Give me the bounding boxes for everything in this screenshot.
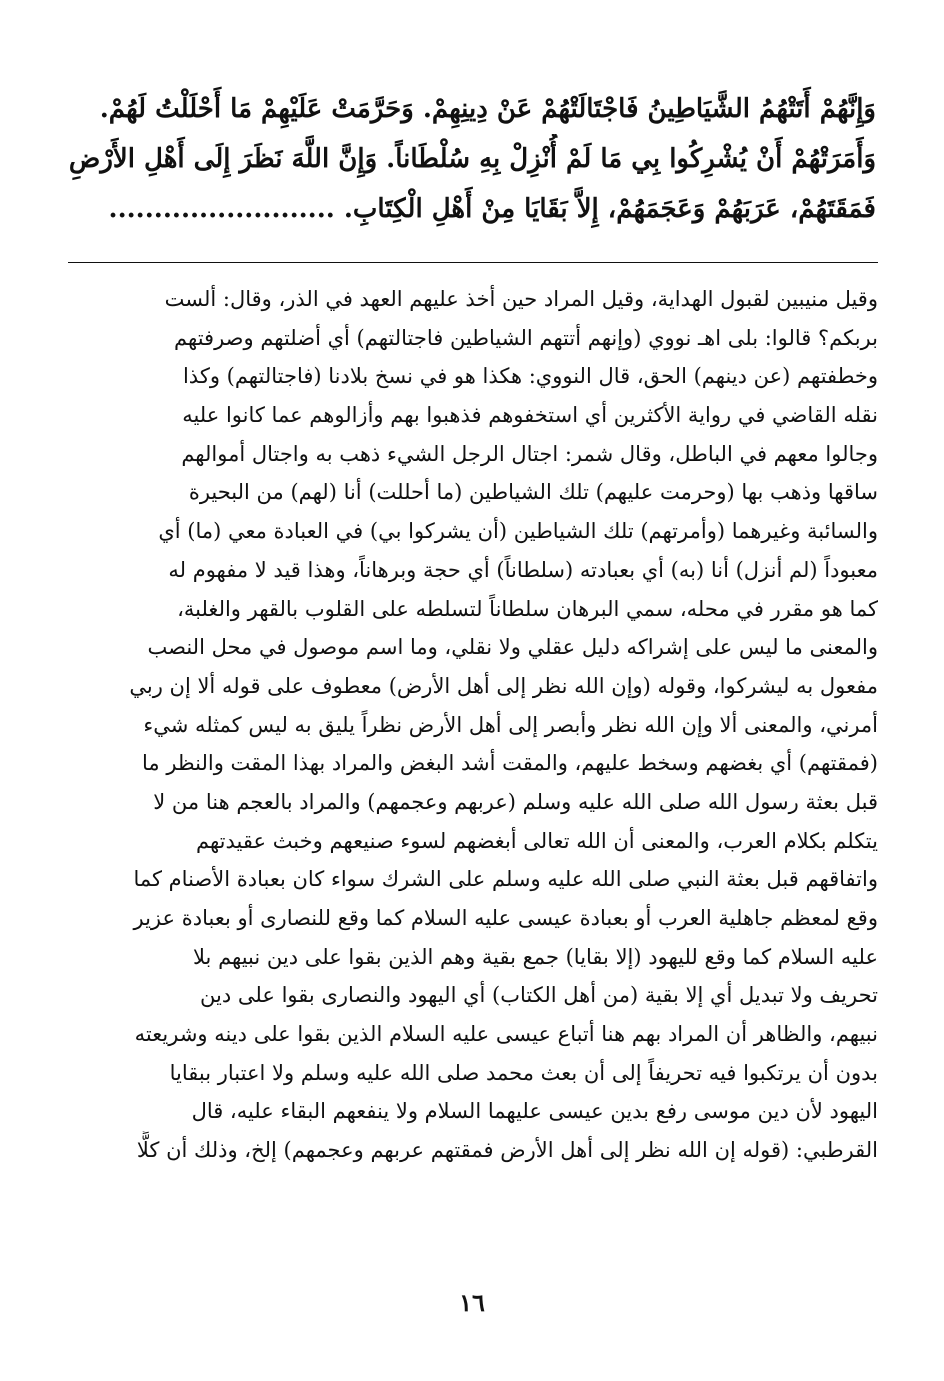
commentary-line: معبوداً (لم أنزل) أنا (به) أي بعبادته (سلطاناً) أي حجة وبرهاناً، وهذا قيد لا مفهوم له	[168, 557, 878, 582]
commentary-line: (فمقتهم) أي بغضهم وسخط عليهم، والمقت أشد البغض والمراد بهذا المقت والنظر ما	[142, 751, 878, 776]
commentary-line: وجالوا معهم في الباطل، وقال شمر: اجتال الرجل الشيء ذهب به واجتال أموالهم	[181, 441, 878, 466]
commentary-line: نبيهم، والظاهر أن المراد بهم هنا أتباع عيسى عليه السلام الذين بقوا على دينه وشريعته	[134, 1022, 878, 1047]
hadith-line: فَمَقَتَهُمْ، عَرَبَهُمْ وَعَجَمَهُمْ، إِلاَّ بَقَايَا مِنْ أَهْلِ الْكِتَابِ. .........................	[108, 194, 876, 224]
page-number: ١٦	[459, 1288, 485, 1317]
commentary-line: ساقها وذهب بها (وحرمت عليهم) تلك الشياطين (ما أحللت) أنا (لهم) من البحيرة	[188, 480, 878, 505]
commentary-line: وقع لمعظم جاهلية العرب أو بعبادة عيسى عليه السلام كما وقع للنصارى أو بعبادة عزير	[133, 906, 878, 930]
hadith-line: وَإِنَّهُمْ أَتَتْهُمُ الشَّيَاطِينُ فَاجْتَالَتْهُمْ عَنْ دِينِهِمْ. وَحَرَّمَتْ عَلَيْهِمْ مَا أَحْلَلْتُ لَهُمْ.	[99, 94, 876, 124]
commentary-line: عليه السلام كما وقع لليهود (إلا بقايا) جمع بقية وهم الذين بقوا على دين نبيهم بلا	[193, 944, 878, 969]
commentary-line: قبل بعثة رسول الله صلى الله عليه وسلم (عربهم وعجمهم) والمراد بالعجم هنا من لا	[153, 789, 878, 814]
commentary-line: اليهود لأن دين موسى رفع بدين عيسى عليهما السلام ولا ينفعهم البقاء عليه، قال	[191, 1099, 878, 1124]
commentary-line: يتكلم بكلام العرب، والمعنى أن الله تعالى أبغضهم لسوء صنيعهم وخبث عقيدتهم	[196, 828, 878, 853]
commentary-line: بدون أن يرتكبوا فيه تحريفاً إلى أن بعث محمد صلى الله عليه وسلم ولا اعتبار ببقايا	[169, 1060, 878, 1085]
commentary-line: وخطفتهم (عن دينهم) الحق، قال النووي: هكذا هو في نسخ بلادنا (فاجتالتهم) وكذا	[182, 364, 878, 389]
hadith-line: وَأَمَرَتْهُمْ أَنْ يُشْرِكُوا بِي مَا لَمْ أُنْزِلْ بِهِ سُلْطَاناً. وَإِنَّ اللَّهَ نَظَرَ إِلَى أَهْلِ الأَرْضِ	[68, 144, 876, 174]
commentary-line: القرطبي: (قوله إن الله نظر إلى أهل الأرض فمقتهم عربهم وعجمهم) إلخ، وذلك أن كلًّا	[136, 1138, 878, 1163]
commentary-line: نقله القاضي في رواية الأكثرين أي استخفوهم فذهبوا بهم وأزالوهم عما كانوا عليه	[182, 403, 878, 428]
commentary-line: واتفاقهم قبل بعثة النبي صلى الله عليه وسلم على الشرك سواء كان بعبادة الأصنام كما	[133, 867, 878, 892]
commentary-line: أمرني، والمعنى ألا وإن الله نظر وأبصر إلى أهل الأرض نظراً يليق به ليس كمثله شيء	[143, 712, 878, 737]
commentary-text	[66, 280, 878, 1170]
footnote-separator	[68, 262, 878, 263]
commentary-line: تحريف ولا تبديل أي إلا بقية (من أهل الكتاب) أي اليهود والنصارى بقوا على دين	[200, 983, 878, 1008]
commentary-line: كما هو مقرر في محله، سمي البرهان سلطاناً لتسلطه على القلوب بالقهر والغلبة،	[177, 596, 878, 621]
commentary-line: وقيل منيبين لقبول الهداية، وقيل المراد حين أخذ عليهم العهد في الذر، وقال: ألست	[164, 287, 878, 311]
hadith-text	[66, 84, 876, 234]
commentary-line: والمعنى ما ليس على إشراكه دليل عقلي ولا نقلي، وما اسم موصول في محل النصب	[147, 635, 878, 660]
commentary-line: مفعول به ليشركوا، وقوله (وإن الله نظر إلى أهل الأرض) معطوف على قوله ألا إن ربي	[129, 673, 878, 698]
commentary-line: والسائبة وغيرهما (وأمرتهم) تلك الشياطين (أن يشركوا بي) في العبادة معي (ما) أي	[158, 519, 878, 544]
commentary-line: بربكم؟ قالوا: بلى اهـ نووي (وإنهم أتتهم الشياطين فاجتالتهم) أي أضلتهم وصرفتهم	[174, 325, 878, 350]
